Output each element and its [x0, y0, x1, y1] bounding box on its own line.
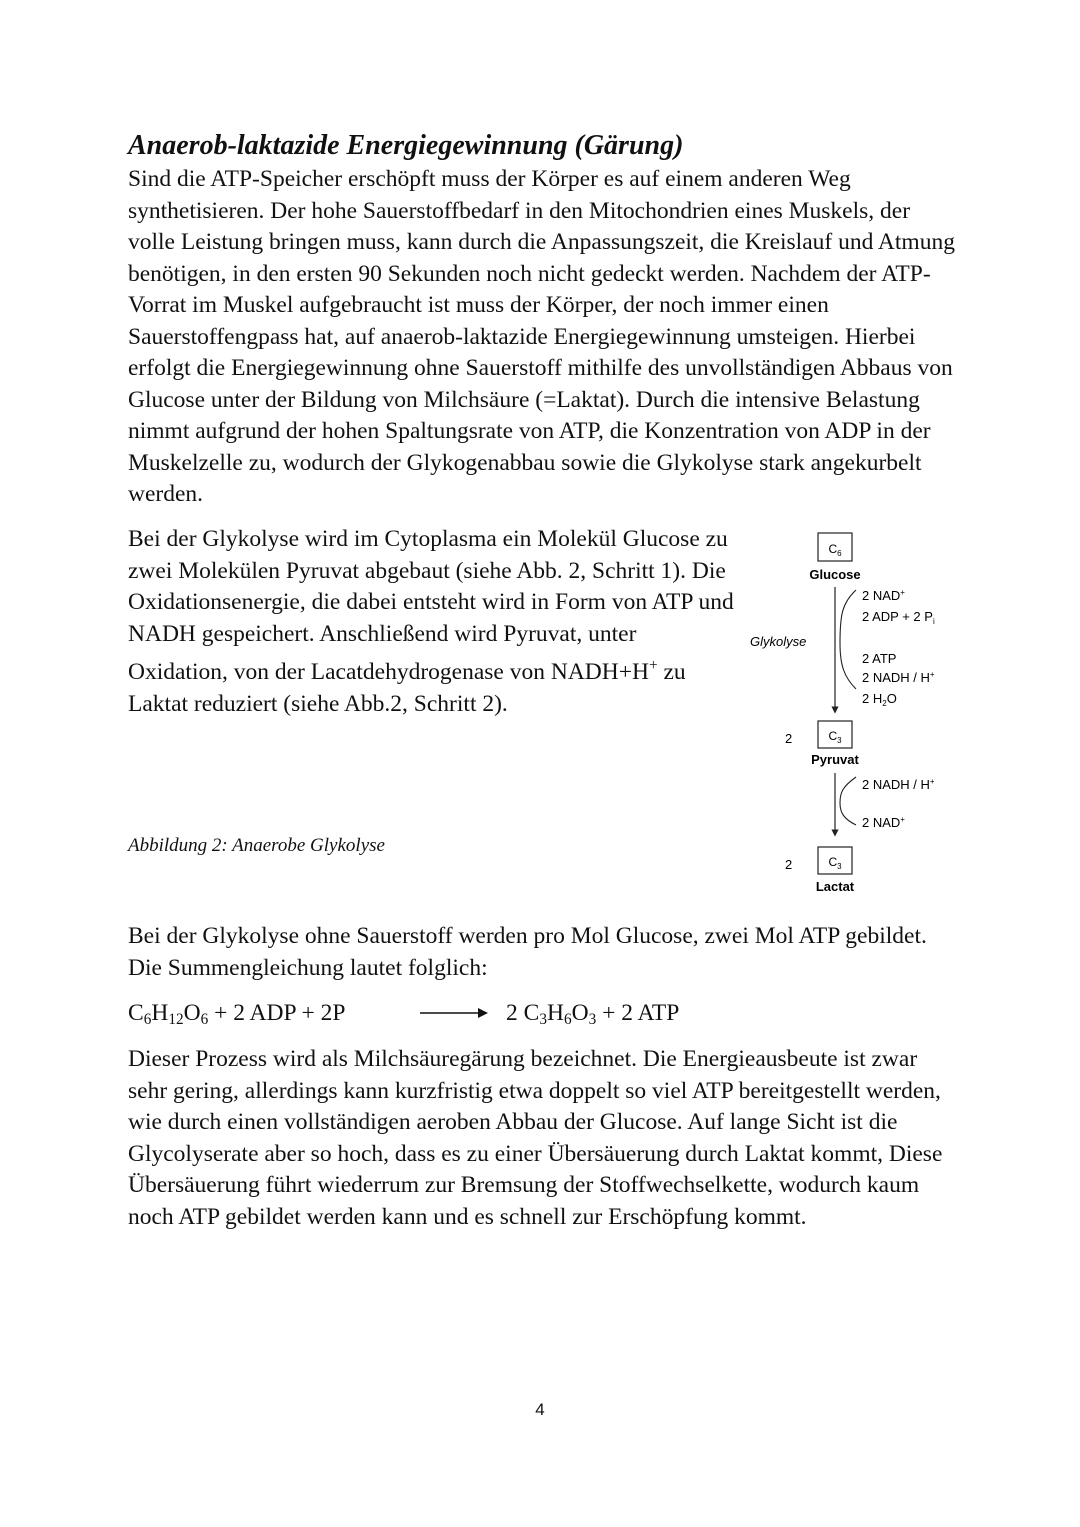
paragraph-conclusion: Dieser Prozess wird als Milchsäuregärung bezeichnet. Die Energieausbeute ist zwar sehr gering, allerdings kann kurzfristig etwa doppelt so viel ATP bereitgestellt werden, wie durch einen vollständigen aeroben Abbau der Glucose. Auf lange Sicht ist die Glycolyserate aber so hoch, dass es zu einer Übersäuerung durch Laktat kommt, Diese Übersäuerung führt wiederrum zur Bremsung der Stoffwechselkette, wodurch kaum noch ATP gebildet werden kann und es schnell zur Erschöpfung kommt. [128, 1046, 943, 1230]
step2-input-nadh: 2 NADH / H+ [862, 777, 935, 792]
glykolyse-label: Glykolyse [750, 634, 807, 649]
superscript-plus: + [648, 657, 658, 674]
step1-output-atp: 2 ATP [862, 651, 897, 666]
step1-output-nadh: 2 NADH / H+ [862, 670, 935, 685]
step1-curve [840, 590, 856, 689]
figure-caption: Abbildung 2: Anaerobe Glykolyse [128, 835, 385, 856]
step1-input-nad: 2 NAD+ [862, 588, 905, 603]
pyruvat-count: 2 [785, 731, 793, 746]
section-heading: Anaerob-laktazide Energiegewinnung (Gärung) [128, 130, 684, 161]
step2-output-nad: 2 NAD+ [862, 815, 905, 830]
paragraph-glykolyse-text: Bei der Glykolyse wird im Cytoplasma ein Molekül Glucose zu zwei Molekülen Pyruvat abgebaut (siehe Abb. 2, Schritt 1). Die Oxidationsenergie, die dabei entsteht wird in Form von ATP und NADH gespeichert. Anschließend wird Pyruvat, unter Oxidation, von der Lacatdehydrogenase von NADH+H [128, 526, 734, 686]
glucose-formula: $C_6$ [828, 542, 842, 558]
glycolysis-diagram [740, 525, 970, 905]
pyruvat-label: Pyruvat [811, 752, 859, 767]
page-number: 4 [535, 1400, 545, 1419]
paragraph-glykolyse [128, 524, 738, 720]
step1-output-water: 2 $H_2O$ [862, 691, 897, 708]
pyruvat-formula: $C_3$ [828, 729, 842, 745]
reaction-arrow-icon [420, 996, 490, 1030]
glucose-label: Glucose [809, 567, 861, 582]
paragraph-glykolyse-text-end: zu Laktat reduziert (siehe Abb.2, Schritt 2). [128, 659, 686, 717]
paragraph-summary: Bei der Glykolyse ohne Sauerstoff werden pro Mol Glucose, zwei Mol ATP gebildet. Die Summengleichung lautet folglich: [128, 923, 927, 981]
paragraph-intro: Sind die ATP-Speicher erschöpft muss der Körper es auf einem anderen Weg synthetisieren. Der hohe Sauerstoffbedarf in den Mitochondrien eines Muskels, der volle Leistung bringen muss, kann durch die Anpassungszeit, die Kreislauf und Atmung benötigen, in den ersten 90 Sekunden noch nicht gedeckt werden. Nachdem der ATP-Vorrat im Muskel aufgebraucht ist muss der Körper, der noch immer einen Sauerstoffengpass hat, auf anaerob-laktazide Energiegewinnung umsteigen. Hierbei erfolgt die Energiegewinnung ohne Sauerstoff mithilfe des unvollständigen Abbaus von Glucose unter der Bildung von Milchsäure (=Laktat). Durch die intensive Belastung nimmt aufgrund der hohen Spaltungsrate von ATP, die Konzentration von ADP in der Muskelzelle zu, wodurch der Glykogenabbau sowie die Glykolyse stark angekurbelt werden. [128, 166, 955, 507]
step2-curve [840, 777, 856, 825]
step1-input-adp: 2 ADP + 2 $P_i$ [862, 609, 935, 626]
lactat-formula: $C_3$ [828, 855, 842, 871]
lactat-label: Lactat [815, 879, 855, 894]
equation-lhs: $C_6H_{12}O_6 + 2$ ADP + 2P [128, 1000, 346, 1028]
equation-rhs: 2 $C_3H_6O_3 + 2$ ATP [506, 1000, 680, 1028]
lactat-count: 2 [785, 857, 793, 872]
